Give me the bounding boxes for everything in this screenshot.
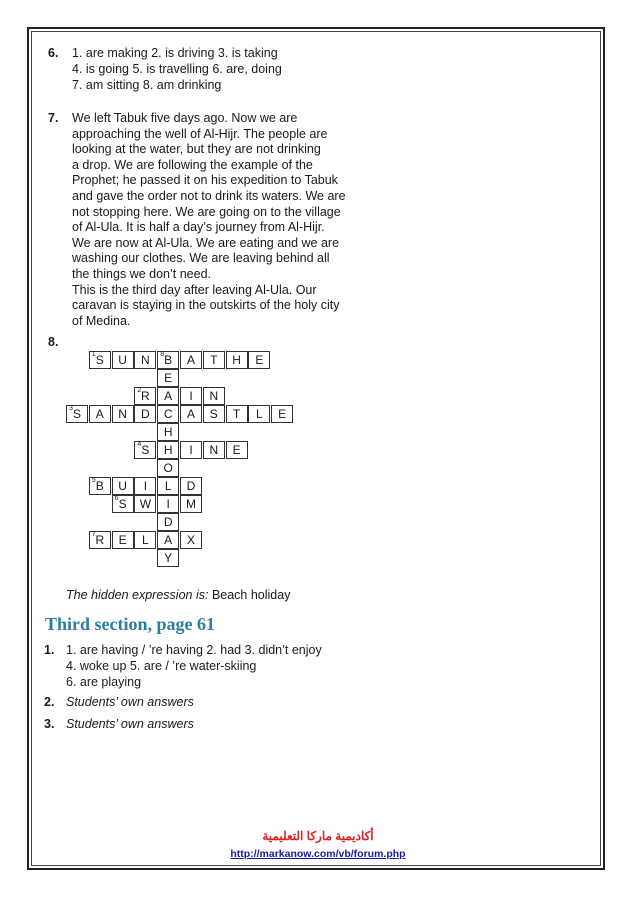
crossword-cell: [134, 405, 156, 423]
q7-line: This is the third day after leaving Al-Ula. Our: [72, 282, 317, 297]
crossword-cell: [157, 423, 179, 441]
s3-number: 3.: [44, 717, 55, 731]
crossword-clue-number: 4: [137, 441, 142, 448]
q6-line: 7. am sitting 8. am drinking: [72, 77, 222, 92]
crossword-cell: [112, 405, 134, 423]
crossword-cell: [157, 495, 179, 513]
crossword-clue-number: 8: [160, 351, 165, 358]
crossword-cell: [89, 405, 111, 423]
crossword-cell: [157, 513, 179, 531]
crossword-letter: X: [186, 533, 195, 547]
crossword-cell: [203, 351, 225, 369]
crossword-letter: E: [232, 443, 241, 457]
crossword-letter: T: [232, 407, 241, 421]
crossword-cell: [203, 405, 225, 423]
s3-answer: Students’ own answers: [66, 717, 194, 731]
crossword-letter: E: [278, 407, 287, 421]
crossword-letter: A: [186, 407, 195, 421]
crossword-cell: [226, 441, 248, 459]
q7-number: 7.: [48, 111, 59, 125]
crossword-letter: H: [163, 425, 173, 439]
crossword-letter: A: [95, 407, 104, 421]
crossword-cell: [248, 351, 270, 369]
crossword-letter: D: [141, 407, 150, 421]
crossword-letter: I: [166, 497, 170, 511]
section-title: Third section, page 61: [45, 614, 216, 634]
s1-line: 6. are playing: [66, 674, 142, 689]
crossword-letter: A: [164, 533, 173, 547]
s1-line: 4. woke up 5. are / ’re water-skiing: [66, 658, 257, 673]
crossword-cell: [157, 351, 179, 369]
crossword-letter: O: [163, 461, 173, 475]
crossword-clue-number: 7: [91, 531, 96, 538]
crossword-cell: [112, 495, 134, 513]
crossword-letter: B: [95, 479, 104, 493]
crossword-letter: H: [232, 353, 241, 367]
crossword-cell: [157, 387, 179, 405]
q7-line: We left Tabuk five days ago. Now we are: [72, 111, 298, 125]
q7-paragraph: [72, 111, 346, 329]
crossword-letter: L: [164, 479, 172, 493]
crossword-cell: [89, 477, 111, 495]
q7-line: Prophet; he passed it on his expedition to Tabuk: [72, 173, 338, 188]
crossword-cell: [157, 369, 179, 387]
q8-number: 8.: [48, 335, 59, 349]
crossword-cell: [134, 387, 156, 405]
crossword-clue-number: 5: [91, 477, 96, 484]
q6-line: 1. are making 2. is driving 3. is taking: [72, 46, 278, 60]
crossword-cell: [157, 441, 179, 459]
crossword-cell: [134, 477, 156, 495]
q7-line: approaching the well of Al-Hijr. The people are: [72, 126, 328, 141]
crossword-letter: A: [186, 353, 195, 367]
s2-number: 2.: [44, 695, 55, 709]
q7-line: and gave the order not to drink its waters. We are: [72, 188, 346, 203]
crossword-cell: [203, 441, 225, 459]
crossword-cell: [248, 405, 270, 423]
crossword-cell: [271, 405, 293, 423]
q6-number: 6.: [48, 46, 59, 60]
crossword-letter: H: [163, 443, 173, 457]
crossword-letter: S: [141, 443, 150, 457]
crossword-letter: N: [118, 407, 127, 421]
crossword-cell: [180, 531, 202, 549]
crossword-letter: S: [118, 497, 127, 511]
crossword-letter: D: [163, 515, 173, 529]
crossword-letter: I: [143, 479, 148, 493]
crossword-letter: R: [141, 389, 150, 403]
crossword-clue-number: 6: [114, 495, 119, 502]
crossword-cell: [157, 477, 179, 495]
crossword-letter: L: [256, 407, 263, 421]
crossword-letter: E: [118, 533, 127, 547]
forum-link[interactable]: http://markanow.com/vb/forum.php: [230, 848, 406, 860]
crossword-letter: M: [186, 497, 196, 511]
crossword-letter: N: [209, 389, 219, 403]
crossword-cell: [180, 405, 202, 423]
crossword-letter: D: [186, 479, 196, 493]
crossword-letter: C: [163, 407, 173, 421]
crossword-letter: S: [95, 353, 104, 367]
s1-answers: [66, 643, 322, 690]
crossword-cell: [89, 351, 111, 369]
crossword-letter: W: [139, 497, 152, 511]
q7-line: We are now at Al-Ula. We are eating and we are: [72, 235, 340, 250]
crossword-cell: [134, 531, 156, 549]
q7-line: washing our clothes. We are leaving behind all: [72, 251, 330, 266]
crossword-cell: [203, 387, 225, 405]
hidden-expression-label: The hidden expression is:: [66, 588, 209, 602]
crossword-cell: [157, 549, 179, 567]
crossword-letter: S: [209, 407, 218, 421]
crossword-cell: [112, 351, 134, 369]
crossword-cell: [66, 405, 88, 423]
crossword-cell: [157, 459, 179, 477]
crossword-letter: U: [118, 353, 127, 367]
crossword-clue-number: 1: [91, 351, 96, 358]
s1-line: 1. are having / ’re having 2. had 3. didn’t enjoy: [66, 643, 322, 657]
academy-name: أكاديمية ماركا التعليمية: [262, 829, 374, 843]
q6-answers: [72, 46, 282, 93]
q7-line: the things we don’t need.: [72, 266, 211, 281]
hidden-expression: [66, 588, 290, 604]
q7-line: caravan is staying in the outskirts of the holy city: [72, 298, 340, 313]
q7-line: looking at the water, but they are not drinking: [72, 142, 321, 157]
q7-line: of Medina.: [72, 313, 131, 328]
crossword-cell: [180, 351, 202, 369]
q7-line: not stopping here. We are going on to the village: [72, 204, 341, 219]
crossword-letter: I: [189, 389, 193, 403]
crossword-cell: [226, 351, 248, 369]
crossword-cell: [180, 495, 202, 513]
hidden-expression-answer: Beach holiday: [211, 588, 291, 602]
crossword-cell: [180, 387, 202, 405]
crossword-cell: [134, 441, 156, 459]
crossword-cell: [226, 405, 248, 423]
crossword-letter: B: [164, 353, 173, 367]
crossword-clue-number: 3: [69, 405, 73, 412]
crossword-cell: [157, 405, 179, 423]
crossword-clue-number: 2: [137, 387, 142, 394]
crossword-letter: R: [95, 533, 105, 547]
crossword-letter: N: [141, 353, 150, 367]
crossword-cell: [89, 531, 111, 549]
crossword-letter: Y: [164, 551, 173, 565]
crossword-letter: U: [118, 479, 127, 493]
crossword-letter: T: [210, 353, 218, 367]
crossword-letter: N: [209, 443, 219, 457]
q7-line: of Al-Ula. It is half a day’s journey from Al-Hijr.: [72, 220, 325, 235]
q6-line: 4. is going 5. is travelling 6. are, doing: [72, 61, 282, 76]
s1-number: 1.: [44, 643, 55, 657]
crossword-cell: [180, 477, 202, 495]
crossword-cell: [157, 531, 179, 549]
crossword-cell: [134, 495, 156, 513]
crossword-letter: E: [164, 371, 173, 385]
crossword-cell: [112, 477, 134, 495]
crossword-letter: E: [255, 353, 264, 367]
crossword-letter: A: [164, 389, 173, 403]
crossword-cell: [134, 351, 156, 369]
crossword-cell: [180, 441, 202, 459]
s2-answer: Students’ own answers: [66, 695, 194, 709]
crossword-cell: [112, 531, 134, 549]
q7-line: a drop. We are following the example of the: [72, 157, 313, 172]
crossword-letter: L: [142, 533, 149, 547]
crossword-letter: I: [189, 443, 193, 457]
crossword-letter: S: [72, 407, 81, 421]
